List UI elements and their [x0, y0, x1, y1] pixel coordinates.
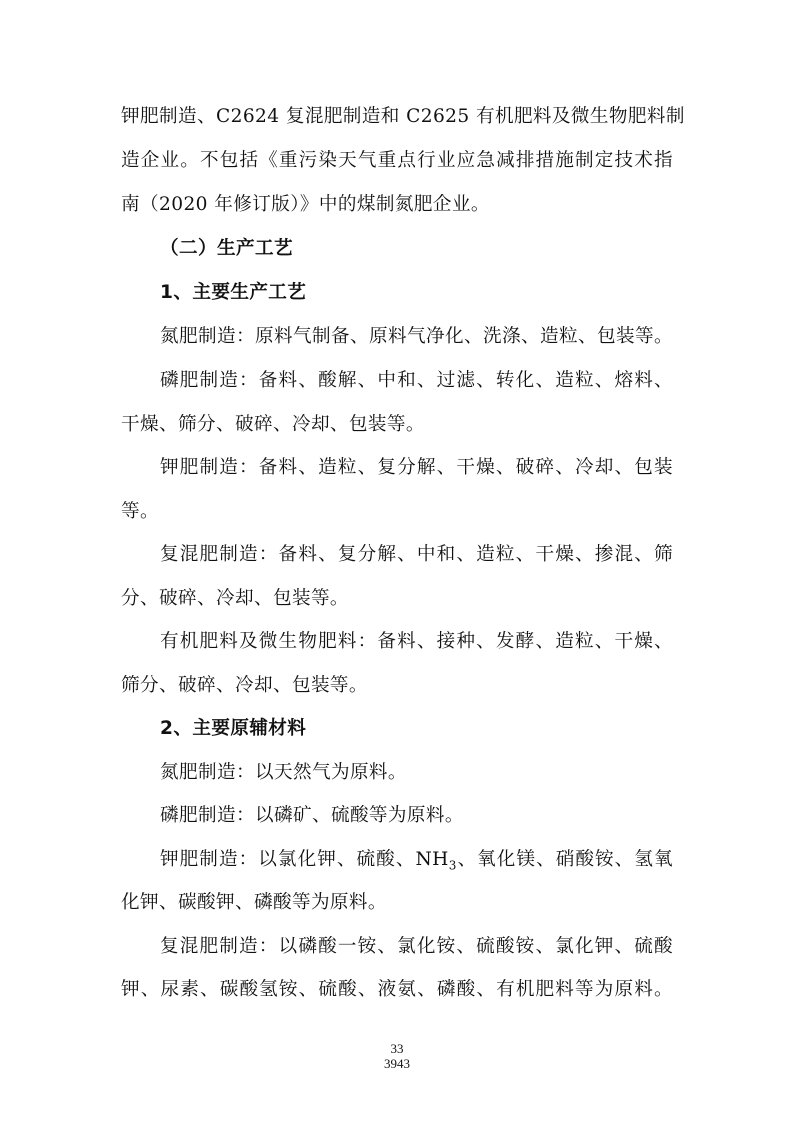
- paragraph-line: 复混肥制造：以磷酸一铵、氯化铵、硫酸铵、氯化钾、硫酸: [160, 936, 673, 957]
- paragraph-line: 氮肥制造：以天然气为原料。: [160, 762, 407, 783]
- paragraph-line: 南（2020 年修订版）》中的煤制氮肥企业。: [121, 194, 490, 215]
- paragraph-line: 造企业。不包括《重污染天气重点行业应急减排措施制定技术指: [121, 150, 673, 171]
- paragraph-line: 化钾、碳酸钾、磷酸等为原料。: [121, 892, 387, 913]
- subsection-heading: 2、主要原辅材料: [160, 718, 307, 739]
- paragraph-line: 干燥、筛分、破碎、冷却、包装等。: [121, 414, 425, 435]
- subscript: 3: [448, 858, 457, 873]
- paragraph-line: [160, 848, 673, 872]
- total-page-number: 3943: [384, 1056, 410, 1071]
- paragraph-line: 钾肥制造：备料、造粒、复分解、干燥、破碎、冷却、包装: [160, 457, 673, 478]
- paragraph-line: 钾肥制造、C2624 复混肥制造和 C2625 有机肥料及微生物肥料制: [121, 106, 685, 127]
- paragraph-line: 筛分、破碎、冷却、包装等。: [121, 675, 368, 696]
- paragraph-line: 分、破碎、冷却、包装等。: [121, 588, 349, 609]
- section-heading: （二）生产工艺: [160, 238, 293, 259]
- paragraph-line: 磷肥制造：以磷矿、硫酸等为原料。: [160, 805, 464, 826]
- text-run: 、氧化镁、硝酸铵、氢氧: [456, 849, 673, 870]
- paragraph-line: 复混肥制造：备料、复分解、中和、造粒、干燥、掺混、筛: [160, 544, 673, 565]
- page-number: 33: [390, 1041, 404, 1056]
- paragraph-line: 等。: [121, 501, 159, 522]
- text-run: 钾肥制造：以氯化钾、硫酸、NH: [160, 849, 449, 870]
- paragraph-line: 有机肥料及微生物肥料：备料、接种、发酵、造粒、干燥、: [160, 631, 673, 652]
- paragraph-line: 磷肥制造：备料、酸解、中和、过滤、转化、造粒、熔料、: [160, 370, 673, 391]
- paragraph-line: 氮肥制造：原料气制备、原料气净化、洗涤、造粒、包装等。: [160, 326, 673, 347]
- paragraph-line: 钾、尿素、碳酸氢铵、硫酸、液氨、磷酸、有机肥料等为原料。: [121, 979, 673, 1000]
- subsection-heading: 1、主要生产工艺: [160, 282, 307, 303]
